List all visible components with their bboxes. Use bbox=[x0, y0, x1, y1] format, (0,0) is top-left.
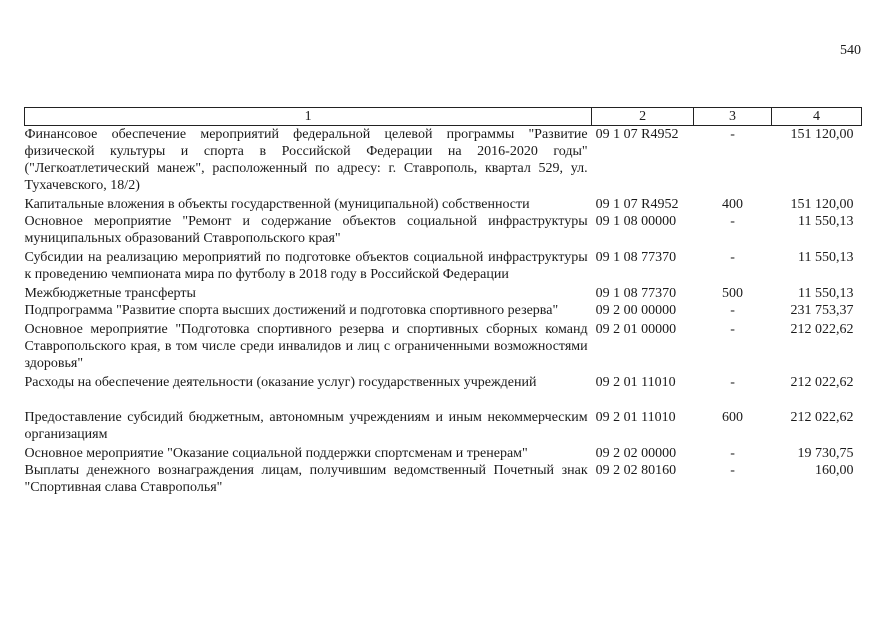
row-name: Выплаты денежного вознаграждения лицам, получившим ведомственный Почетный знак "Спортивная слава Ставрополья" bbox=[24, 463, 588, 495]
row-name: Предоставление субсидий бюджетным, автономным учреждениям и иным некоммерческим организациям bbox=[24, 410, 588, 442]
row-name: Расходы на обеспечение деятельности (оказание услуг) государственных учреждений bbox=[24, 375, 537, 390]
table-row bbox=[25, 285, 862, 302]
row-sum: 160,00 bbox=[815, 463, 854, 478]
column-header-code: 2 bbox=[592, 108, 694, 126]
column-header-sum: 4 bbox=[772, 108, 862, 126]
row-sum: 212 022,62 bbox=[790, 375, 854, 390]
row-type: 600 bbox=[722, 410, 744, 425]
table-row bbox=[25, 126, 862, 197]
row-code: 09 1 07 R4952 bbox=[595, 127, 679, 142]
row-type: - bbox=[730, 446, 735, 461]
table-row bbox=[25, 409, 862, 445]
row-code: 09 2 01 00000 bbox=[595, 322, 677, 337]
row-type: - bbox=[730, 127, 735, 142]
row-name: Основное мероприятие "Ремонт и содержание объектов социальной инфраструктуры муниципальных образований Ставропольского края" bbox=[24, 214, 588, 246]
row-sum: 151 120,00 bbox=[790, 197, 854, 212]
row-code: 09 1 08 77370 bbox=[595, 286, 677, 301]
row-code: 09 2 01 11010 bbox=[595, 410, 676, 425]
row-sum: 212 022,62 bbox=[790, 322, 854, 337]
row-code: 09 1 08 00000 bbox=[595, 214, 677, 229]
table-row bbox=[25, 374, 862, 409]
row-name: Межбюджетные трансферты bbox=[24, 286, 196, 301]
table-row bbox=[25, 321, 862, 374]
column-header-name: 1 bbox=[25, 108, 592, 126]
table-row bbox=[25, 249, 862, 285]
row-type: - bbox=[730, 250, 735, 265]
row-name: Основное мероприятие "Оказание социальной поддержки спортсменам и тренерам" bbox=[24, 446, 528, 461]
table-row bbox=[25, 213, 862, 249]
row-sum: 11 550,13 bbox=[798, 286, 854, 301]
row-sum: 212 022,62 bbox=[790, 410, 854, 425]
table-row bbox=[25, 196, 862, 213]
row-sum: 231 753,37 bbox=[790, 303, 854, 318]
row-name: Капитальные вложения в объекты государственной (муниципальной) собственности bbox=[24, 197, 530, 212]
row-sum: 151 120,00 bbox=[790, 127, 854, 142]
row-code: 09 1 08 77370 bbox=[595, 250, 677, 265]
row-type: - bbox=[730, 375, 735, 390]
row-sum: 19 730,75 bbox=[797, 446, 854, 461]
row-type: - bbox=[730, 303, 735, 318]
row-code: 09 2 00 00000 bbox=[595, 303, 677, 318]
row-type: 500 bbox=[722, 286, 744, 301]
table-row bbox=[25, 302, 862, 321]
row-type: - bbox=[730, 322, 735, 337]
row-name: Субсидии на реализацию мероприятий по подготовке объектов социальной инфраструктуры к проведению чемпионата мира по футболу в 2018 году в Российской Федерации bbox=[24, 250, 588, 282]
row-name: Основное мероприятие "Подготовка спортивного резерва и спортивных сборных команд Ставропольского края, в том числе среди инвалидов и лиц с ограниченными возможностями здоровья" bbox=[24, 322, 588, 371]
row-code: 09 2 02 80160 bbox=[595, 463, 677, 478]
row-type: - bbox=[730, 463, 735, 478]
row-sum: 11 550,13 bbox=[798, 250, 854, 265]
table-header-row bbox=[25, 108, 862, 126]
column-header-type: 3 bbox=[694, 108, 772, 126]
row-type: 400 bbox=[722, 197, 744, 212]
page-number: 540 bbox=[840, 43, 861, 58]
row-sum: 11 550,13 bbox=[798, 214, 854, 229]
row-name: Финансовое обеспечение мероприятий федеральной целевой программы "Развитие физической культуры и спорта в Российской Федерации на 2016-2020 годы" ("Легкоатлетический манеж", расположенный по адресу: г. Ставрополь, квартал 529, ул. Тухачевского, 18/2) bbox=[24, 127, 588, 193]
row-code: 09 1 07 R4952 bbox=[595, 197, 679, 212]
table-row bbox=[25, 462, 862, 496]
table-row bbox=[25, 445, 862, 462]
row-type: - bbox=[730, 214, 735, 229]
budget-table bbox=[24, 107, 862, 496]
row-code: 09 2 01 11010 bbox=[595, 375, 676, 390]
row-code: 09 2 02 00000 bbox=[595, 446, 677, 461]
row-name: Подпрограмма "Развитие спорта высших достижений и подготовка спортивного резерва" bbox=[24, 303, 559, 318]
